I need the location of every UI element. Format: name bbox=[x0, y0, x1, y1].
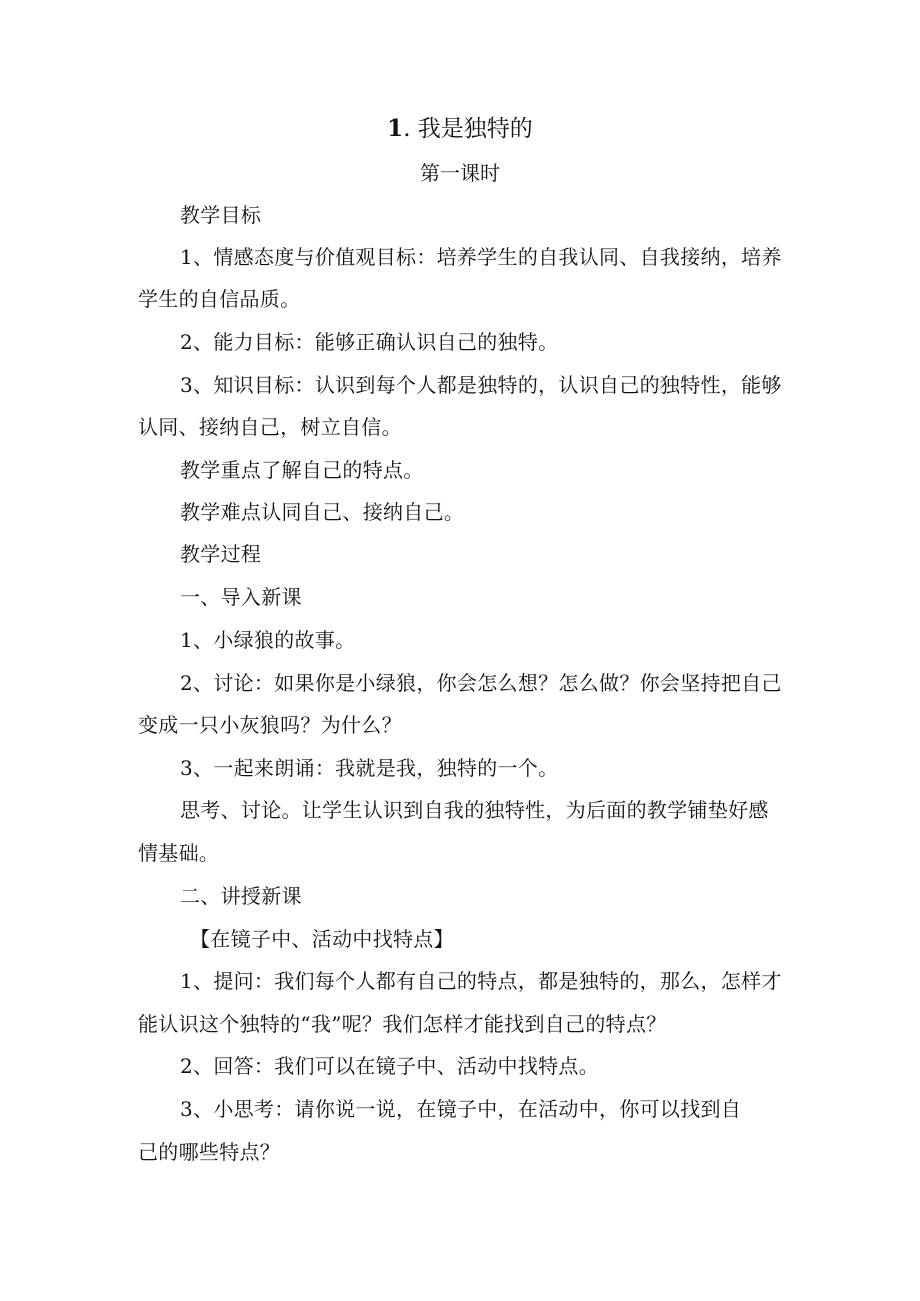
list-item-cont: 变成一只小灰狼吗？为什么？ bbox=[138, 713, 402, 737]
paragraph-cont: 情基础。 bbox=[138, 841, 220, 865]
list-item: 3、小思考：请你说一说，在镜子中，在活动中，你可以找到自 bbox=[180, 1097, 742, 1121]
part-one-heading: 一、导入新课 bbox=[180, 585, 302, 609]
activity-heading: 【在镜子中、活动中找特点】 bbox=[190, 927, 454, 951]
objective-ability: 2、能力目标：能够正确认识自己的独特。 bbox=[180, 330, 559, 354]
list-item: 1、提问：我们每个人都有自己的特点，都是独特的，那么，怎样才 bbox=[180, 969, 782, 993]
list-item-cont: 能认识这个独特的“我”呢？我们怎样才能找到自己的特点？ bbox=[138, 1012, 667, 1036]
list-item-cont: 己的哪些特点？ bbox=[138, 1140, 281, 1164]
lesson-number: 1 bbox=[387, 115, 404, 142]
lesson-period: 第一课时 bbox=[420, 161, 500, 185]
objective-knowledge: 3、知识目标：认识到每个人都是独特的，认识自己的独特性，能够 bbox=[180, 373, 782, 397]
section-heading-process: 教学过程 bbox=[180, 542, 262, 566]
part-two-heading: 二、讲授新课 bbox=[180, 884, 302, 908]
list-item: 2、回答：我们可以在镜子中、活动中找特点。 bbox=[180, 1054, 600, 1078]
objective-emotion: 1、情感态度与价值观目标：培养学生的自我认同、自我接纳，培养 bbox=[180, 245, 782, 269]
section-heading-objectives: 教学目标 bbox=[180, 203, 262, 227]
list-item: 1、小绿狼的故事。 bbox=[180, 628, 356, 652]
list-item: 3、一起来朗诵：我就是我，独特的一个。 bbox=[180, 756, 559, 780]
paragraph: 思考、讨论。让学生认识到自我的独特性，为后面的教学铺垫好感 bbox=[180, 798, 769, 822]
list-item: 2、讨论：如果你是小绿狼，你会怎么想？怎么做？你会坚持把自己 bbox=[180, 671, 782, 695]
lesson-title-text: . 我是独特的 bbox=[403, 116, 533, 142]
objective-knowledge-cont: 认同、接纳自己，树立自信。 bbox=[138, 415, 402, 439]
teaching-difficulty: 教学难点认同自己、接纳自己。 bbox=[180, 500, 465, 524]
lesson-title bbox=[0, 112, 920, 146]
objective-emotion-cont: 学生的自信品质。 bbox=[138, 287, 301, 311]
teaching-key-point: 教学重点了解自己的特点。 bbox=[180, 458, 424, 482]
